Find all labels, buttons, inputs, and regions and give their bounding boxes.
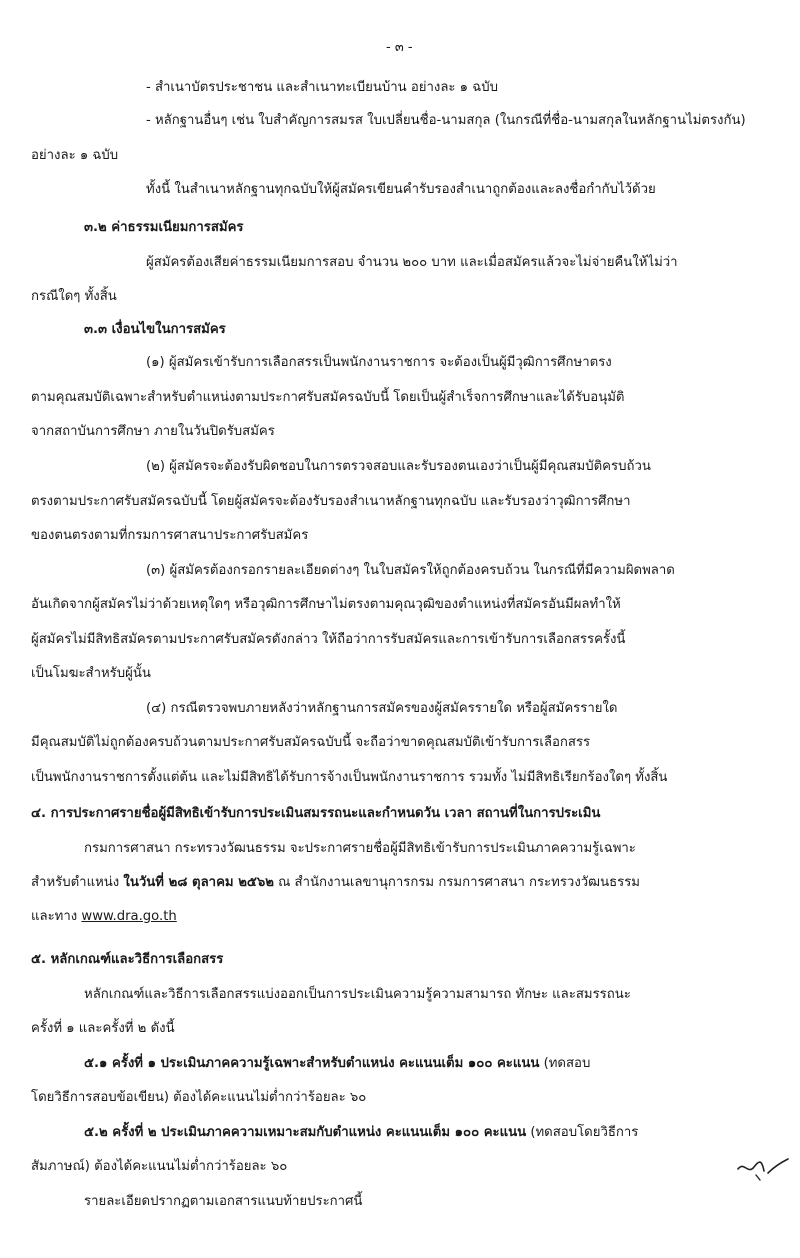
doc-line: อย่างละ ๑ ฉบับ bbox=[31, 148, 119, 163]
doc-line: ครั้งที่ ๑ และครั้งที่ ๒ ดังนี้ bbox=[31, 1021, 175, 1036]
doc-line: เป็นพนักงานราชการตั้งแต่ต้น และไม่มีสิทธิได้รับการจ้างเป็นพนักงานราชการ รวมทั้ง ไม่มีสิทธิเรียกร้องใดๆ ทั้งสิ้น bbox=[31, 770, 668, 785]
doc-line: ของตนตรงตามที่กรมการศาสนาประกาศรับสมัคร bbox=[31, 528, 309, 543]
doc-line: มีคุณสมบัติไม่ถูกต้องครบถ้วนตามประกาศรับสมัครฉบับนี้ จะถือว่าขาดคุณสมบัติเข้ารับการเลือกสรร bbox=[31, 735, 591, 750]
doc-line: สัมภาษณ์) ต้องได้คะแนนไม่ต่ำกว่าร้อยละ ๖๐ bbox=[31, 1159, 288, 1174]
date-emphasis: ในวันที่ ๒๘ ตุลาคม ๒๕๖๒ bbox=[123, 875, 274, 890]
doc-line bbox=[31, 873, 640, 893]
doc-line: ผู้สมัครไม่มีสิทธิสมัครตามประกาศรับสมัครดังกล่าว ให้ถือว่าการรับสมัครและการเข้ารับการเลือกสรรครั้งนี้ bbox=[31, 632, 626, 647]
doc-line bbox=[31, 907, 177, 927]
handwritten-initials bbox=[734, 1153, 794, 1187]
doc-line: กรมการศาสนา กระทรวงวัฒนธรรม จะประกาศรายชื่อผู้มีสิทธิเข้ารับการประเมินภาคความรู้เฉพาะ bbox=[84, 841, 636, 856]
doc-line: (๔) กรณีตรวจพบภายหลังว่าหลักฐานการสมัครของผู้สมัครรายใด หรือผู้สมัครรายใด bbox=[146, 701, 618, 716]
doc-line bbox=[84, 1054, 590, 1074]
page-number: - ๓ - bbox=[386, 40, 413, 55]
section-heading: ๓.๒ ค่าธรรมเนียมการสมัคร bbox=[84, 220, 244, 235]
doc-line: อันเกิดจากผู้สมัครไม่ว่าด้วยเหตุใดๆ หรือวุฒิการศึกษาไม่ตรงตามคุณวุฒิของตำแหน่งที่สมัครอันมีผลทำให้ bbox=[31, 597, 621, 612]
doc-line: ตรงตามประกาศรับสมัครฉบับนี้ โดยผู้สมัครจะต้องรับรองสำเนาหลักฐานทุกฉบับ และรับรองว่าวุฒิการศึกษา bbox=[31, 494, 631, 509]
doc-line: หลักเกณฑ์และวิธีการเลือกสรรแบ่งออกเป็นการประเมินความรู้ความสามารถ ทักษะ และสมรรถนะ bbox=[84, 987, 631, 1002]
doc-line: จากสถาบันการศึกษา ภายในวันปิดรับสมัคร bbox=[31, 424, 275, 439]
section-heading: ๔. การประกาศรายชื่อผู้มีสิทธิเข้ารับการประเมินสมรรถนะและกำหนดวัน เวลา สถานที่ในการประเมิน bbox=[31, 806, 601, 821]
doc-line: รายละเอียดปรากฏตามเอกสารแนบท้ายประกาศนี้ bbox=[84, 1194, 363, 1209]
doc-line: - สำเนาบัตรประชาชน และสำเนาทะเบียนบ้าน อย่างละ ๑ ฉบับ bbox=[146, 80, 498, 95]
line-text: (ทดสอบโดยวิธีการ bbox=[526, 1125, 639, 1140]
doc-line: โดยวิธีการสอบข้อเขียน) ต้องได้คะแนนไม่ต่ำกว่าร้อยละ ๖๐ bbox=[31, 1090, 367, 1105]
line-text: และทาง bbox=[31, 909, 82, 924]
doc-line: (๓) ผู้สมัครต้องกรอกรายละเอียดต่างๆ ในใบสมัครให้ถูกต้องครบถ้วน ในกรณีที่มีความผิดพลาด bbox=[146, 563, 675, 578]
website-link[interactable]: www.dra.go.th bbox=[81, 909, 177, 924]
doc-line: - หลักฐานอื่นๆ เช่น ใบสำคัญการสมรส ใบเปลี่ยนชื่อ-นามสกุล (ในกรณีที่ชื่อ-นามสกุลในหลักฐานไม่ตรงกัน) bbox=[146, 113, 746, 128]
line-text: (ทดสอบ bbox=[539, 1056, 591, 1071]
subsection-heading: ๕.๒ ครั้งที่ ๒ ประเมินภาคความเหมาะสมกับตำแหน่ง คะแนนเต็ม ๑๐๐ คะแนน bbox=[84, 1125, 527, 1140]
doc-line: ตามคุณสมบัติเฉพาะสำหรับตำแหน่งตามประกาศรับสมัครฉบับนี้ โดยเป็นผู้สำเร็จการศึกษาและได้รับอนุมัติ bbox=[31, 390, 625, 405]
doc-line: กรณีใดๆ ทั้งสิ้น bbox=[31, 289, 117, 304]
section-heading: ๓.๓ เงื่อนไขในการสมัคร bbox=[84, 322, 226, 337]
doc-line bbox=[84, 1123, 638, 1143]
doc-line: (๒) ผู้สมัครจะต้องรับผิดชอบในการตรวจสอบและรับรองตนเองว่าเป็นผู้มีคุณสมบัติครบถ้วน bbox=[146, 459, 651, 474]
doc-line: เป็นโมฆะสำหรับผู้นั้น bbox=[31, 666, 151, 681]
section-heading: ๕. หลักเกณฑ์และวิธีการเลือกสรร bbox=[31, 952, 224, 967]
subsection-heading: ๕.๑ ครั้งที่ ๑ ประเมินภาคความรู้เฉพาะสำหรับตำแหน่ง คะแนนเต็ม ๑๐๐ คะแนน bbox=[84, 1056, 540, 1071]
line-text: สำหรับตำแหน่ง bbox=[31, 875, 124, 890]
doc-line: (๑) ผู้สมัครเข้ารับการเลือกสรรเป็นพนักงานราชการ จะต้องเป็นผู้มีวุฒิการศึกษาตรง bbox=[146, 355, 612, 370]
line-text: ณ สำนักงานเลขานุการกรม กรมการศาสนา กระทรวงวัฒนธรรม bbox=[273, 875, 641, 890]
doc-line: ผู้สมัครต้องเสียค่าธรรมเนียมการสอบ จำนวน ๒๐๐ บาท และเมื่อสมัครแล้วจะไม่จ่ายคืนให้ไม่ว่า bbox=[146, 255, 678, 270]
doc-line: ทั้งนี้ ในสำเนาหลักฐานทุกฉบับให้ผู้สมัครเขียนคำรับรองสำเนาถูกต้องและลงชื่อกำกับไว้ด้วย bbox=[146, 182, 656, 197]
